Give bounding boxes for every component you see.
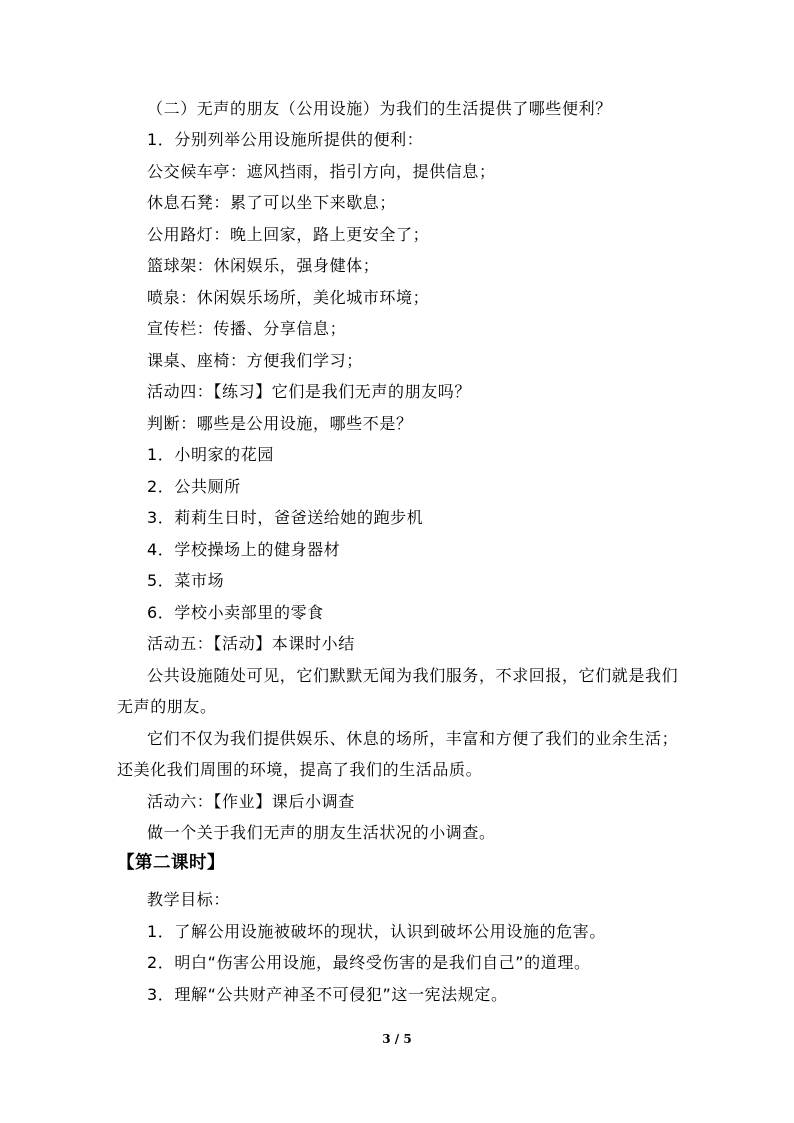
text-line: 宣传栏：传播、分享信息； [147,319,347,338]
goal-item: 3．理解“公共财产神圣不可侵犯”这一宪法规定。 [147,985,508,1004]
homework-text: 做一个关于我们无声的朋友生活状况的小调查。 [147,823,496,842]
text-line: 课桌、座椅：方便我们学习； [147,351,363,370]
text-line: 篮球架：休闲娱乐，强身健体； [147,256,380,275]
teaching-goals-label: 教学目标： [147,890,231,909]
text-line: 喷泉：休闲娱乐场所，美化城市环境； [147,288,430,307]
activity-six-heading: 活动六：【作业】课后小调查 [147,792,355,811]
judgement-prompt: 判断：哪些是公用设施，哪些不是？ [147,414,413,433]
text-line: 公交候车亭：遮风挡雨，指引方向，提供信息； [147,162,496,181]
activity-four-heading: 活动四：【练习】它们是我们无声的朋友吗？ [147,382,472,401]
activity-five-heading: 活动五：【活动】本课时小结 [147,634,355,653]
text-line: 休息石凳：累了可以坐下来歇息； [147,193,397,212]
list-item: 3．莉莉生日时，爸爸送给她的跑步机 [147,508,424,527]
list-item-intro: 1．分别列举公用设施所提供的便利： [147,130,424,149]
list-item: 2．公共厕所 [147,477,241,496]
summary-paragraph-line: 还美化我们周围的环境，提高了我们的生活品质。 [117,760,483,779]
text-line: 公用路灯：晚上回家，路上更安全了； [147,225,430,244]
goal-item: 2．明白“伤害公用设施，最终受伤害的是我们自己”的道理。 [147,953,591,972]
list-item: 1．小明家的花园 [147,445,274,464]
list-item: 4．学校操场上的健身器材 [147,540,341,559]
page-number: 3 / 5 [382,1032,412,1046]
second-lesson-heading: 【第二课时】 [117,853,225,873]
summary-paragraph-line: 它们不仅为我们提供娱乐、休息的场所，丰富和方便了我们的业余生活； [147,729,679,748]
summary-paragraph-line: 公共设施随处可见，它们默默无闻为我们服务，不求回报，它们就是我们 [147,666,679,685]
list-item: 5．菜市场 [147,571,225,590]
list-item: 6．学校小卖部里的零食 [147,603,324,622]
goal-item: 1．了解公用设施被破坏的现状，认识到破坏公用设施的危害。 [147,922,606,941]
section-heading-convenience: （二）无声的朋友（公用设施）为我们的生活提供了哪些便利？ [147,99,612,118]
summary-paragraph-line: 无声的朋友。 [117,697,217,716]
